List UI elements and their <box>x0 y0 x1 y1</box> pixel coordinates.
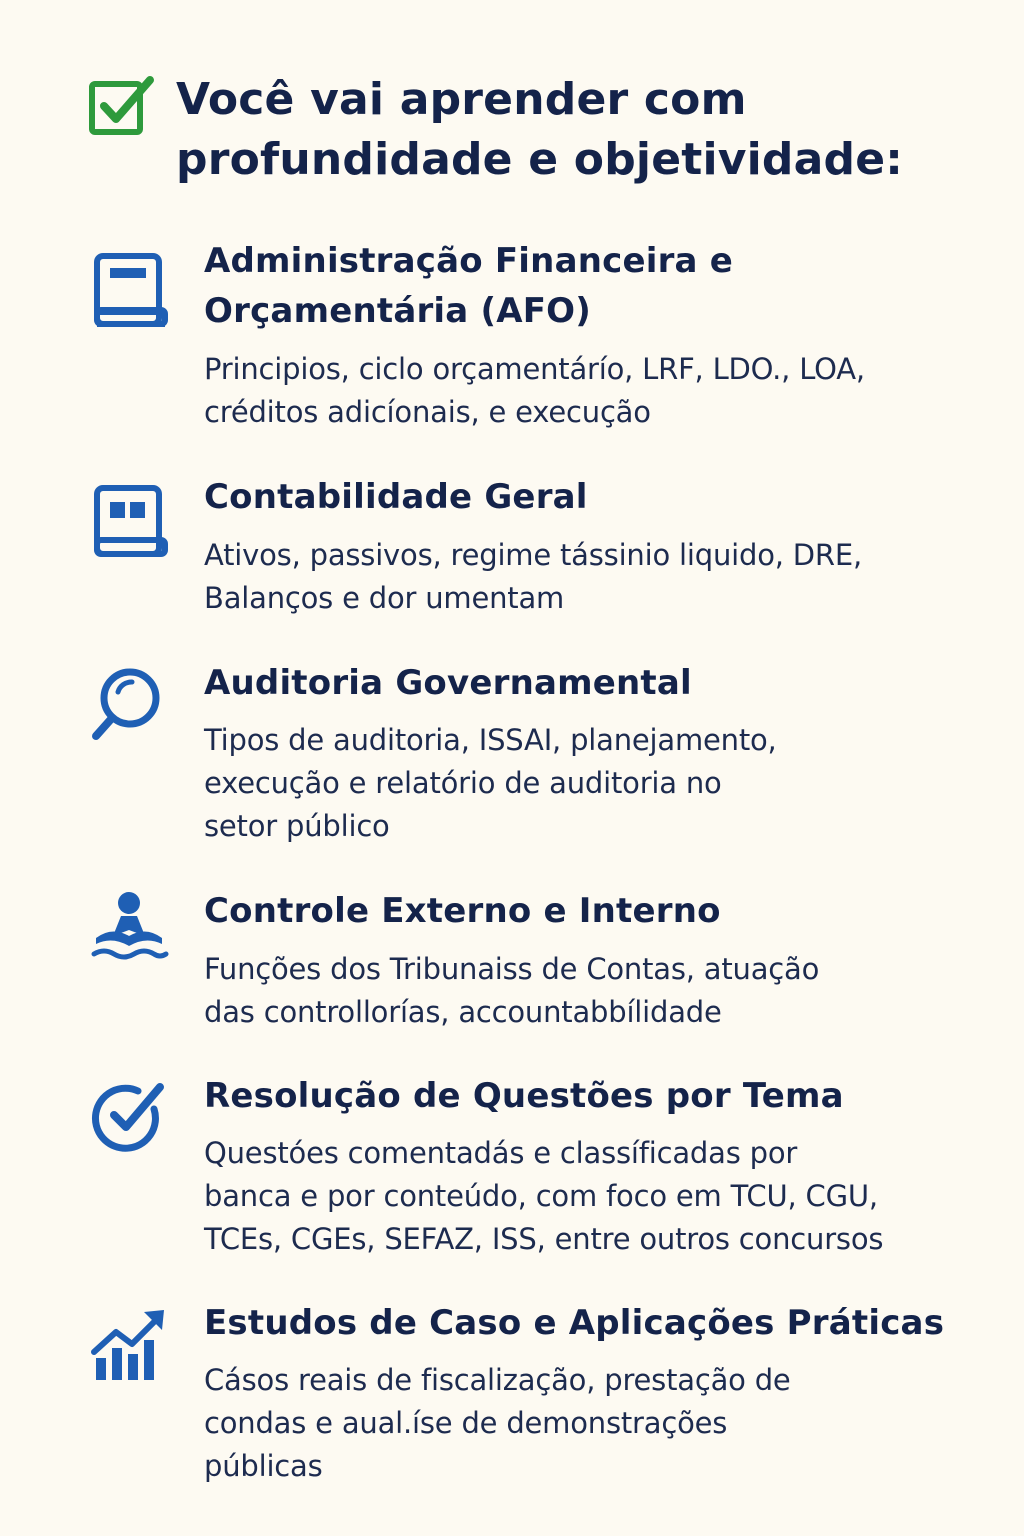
page-header <box>0 0 1024 200</box>
topic-description <box>204 1132 984 1261</box>
topic-description-line-3: TCEs, CGEs, SEFAZ, ISS, entre outros concursos <box>204 1222 884 1256</box>
topic-title <box>204 1071 994 1121</box>
check-box-icon <box>88 74 158 138</box>
topic-title-line-1: Auditoria Governamental <box>204 663 692 703</box>
topic-title-line-1: Controle Externo e Interno <box>204 891 721 931</box>
topic-title-line-1: Resolução de Questões por Tema <box>204 1076 844 1116</box>
topic-description <box>204 534 984 620</box>
book-grid-icon <box>88 482 170 564</box>
topic-description-line-1: Principios, ciclo orçamentárío, LRF, LDO., LOA, <box>204 352 865 386</box>
topic-title <box>204 658 994 708</box>
topic-title-line-1: Contabilidade Geral <box>204 477 588 517</box>
topic-description-line-3: públicas <box>204 1449 323 1483</box>
topic-title <box>204 236 994 336</box>
topic-description-line-1: Tipos de auditoria, ISSAI, planejamento, <box>204 723 777 757</box>
topic-title-line-1: Administração Financeira e <box>204 241 733 281</box>
topic-description-line-1: Ativos, passivos, regime tássinio liquido, DRE, <box>204 538 862 572</box>
topic-description-line-1: Questóes comentadás e classíficadas por <box>204 1136 798 1170</box>
page-title-line-1: Você vai aprender com <box>176 74 747 125</box>
magnifier-icon <box>88 662 170 744</box>
topic-title-line-1: Estudos de Caso e Aplicações Práticas <box>204 1303 945 1343</box>
topic-description <box>204 1359 984 1488</box>
topic-description-line-1: Cásos reais de fiscalização, prestação de <box>204 1363 791 1397</box>
topic-description-line-1: Funções dos Tribunaiss de Contas, atuação <box>204 952 820 986</box>
person-reading-icon <box>88 886 170 968</box>
topic-title <box>204 886 994 936</box>
page-title-line-2: profundidade e objetividade: <box>176 134 904 185</box>
topic-description <box>204 948 984 1034</box>
topic-title <box>204 1298 994 1348</box>
topic-description <box>204 719 984 848</box>
topic-description-line-2: Balanços e dor umentam <box>204 581 565 615</box>
book-icon <box>88 250 170 332</box>
page-title <box>176 70 976 190</box>
growth-chart-icon <box>88 1304 170 1386</box>
topic-description-line-2: condas e aual.íse de demonstrações <box>204 1406 728 1440</box>
topic-title-line-2: Orçamentária (AFO) <box>204 291 591 331</box>
topic-description-line-2: créditos adicíonais, e execução <box>204 395 651 429</box>
topic-description-line-3: setor público <box>204 809 390 843</box>
circle-check-icon <box>88 1077 170 1159</box>
topic-title <box>204 472 994 522</box>
topic-description <box>204 348 984 434</box>
topic-description-line-2: das controllorías, accountabbílidade <box>204 995 722 1029</box>
topic-description-line-2: banca e por conteúdo, com foco em TCU, CGU, <box>204 1179 878 1213</box>
topic-description-line-2: execução e relatório de auditoria no <box>204 766 722 800</box>
